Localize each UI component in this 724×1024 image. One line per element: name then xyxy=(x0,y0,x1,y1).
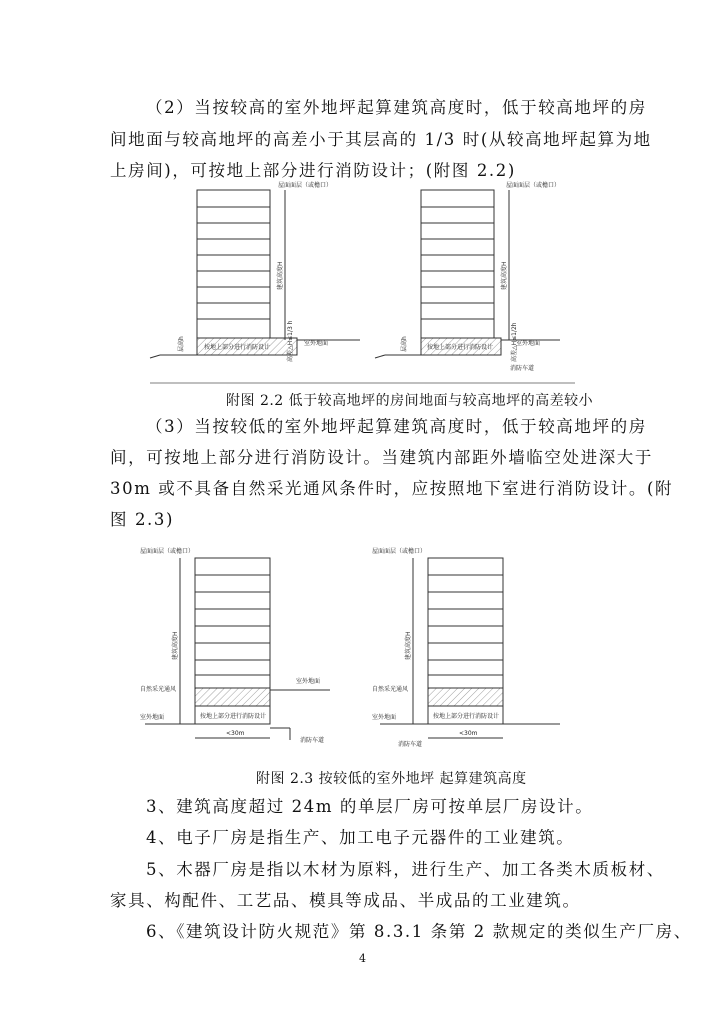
item-3: 3、建筑高度超过 24m 的单层厂房可按单层厂房设计。 xyxy=(146,797,594,816)
fig23-right-roof: 屋面面层（或檐口） xyxy=(372,548,427,555)
para3-line3: 30m 或不具备自然采光通风条件时，应按照地下室进行消防设计。(附 xyxy=(110,479,674,498)
fig23-left-ground-high: 室外地面 xyxy=(296,678,321,685)
para3-line2: 间，可按地上部分进行消防设计。当建筑内部距外墙临空处进深大于 xyxy=(110,448,653,467)
fig23-caption: 附图 2.3 按较低的室外地坪 起算建筑高度 xyxy=(256,771,527,787)
fig23-right-road: 消防车道 xyxy=(398,741,423,748)
fig23-left-height: 建筑高度H xyxy=(172,631,179,660)
fig23-left-depth: <30m xyxy=(226,730,245,737)
item-4: 4、电子厂房是指生产、加工电子元器件的工业建筑。 xyxy=(146,828,575,847)
fig22-caption: 附图 2.2 低于较高地坪的房间地面与较高地坪的高差较小 xyxy=(226,393,594,409)
fig23-right-vent: 自然采光通风 xyxy=(372,686,409,693)
fig22-right-ground: 室外地面 xyxy=(516,340,541,347)
fig22-right-story: 层高h xyxy=(401,336,408,352)
page-number: 4 xyxy=(359,952,366,965)
fig22-right-roof: 屋面面层（或檐口） xyxy=(506,182,561,189)
fig22-left-diff: 高差△H≤1/3 h xyxy=(287,320,294,362)
fig22-right-road: 消防车道 xyxy=(510,365,535,372)
fig23-left-ground-low: 室外地面 xyxy=(140,714,165,721)
para3-line4: 图 2.3) xyxy=(110,510,175,529)
fig23-left-band: 按地上部分进行消防设计 xyxy=(200,713,267,720)
fig23-right-ground-low: 室外地面 xyxy=(372,714,397,721)
fig22-right-height: 建筑高度H xyxy=(501,261,508,290)
para3-line1: （3）当按较低的室外地坪起算建筑高度时，低于较高地坪的房 xyxy=(146,417,647,436)
item-5-line1: 5、木器厂房是指以木材为原料，进行生产、加工各类木质板材、 xyxy=(146,860,665,879)
item-5-line2: 家具、构配件、工艺品、模具等成品、半成品的工业建筑。 xyxy=(110,891,581,910)
fig23-right-height: 建筑高度H xyxy=(405,631,412,660)
para2-line1: （2）当按较高的室外地坪起算建筑高度时，低于较高地坪的房 xyxy=(146,98,647,117)
para2-line2: 间地面与较高地坪的高差小于其层高的 1/3 时(从较高地坪起算为地 xyxy=(110,130,652,149)
fig22-right-diff: 高差△H≤1/2h xyxy=(511,322,518,362)
para2-line3: 上房间)，可按地上部分进行消防设计；(附图 2.2) xyxy=(110,161,516,180)
fig23-left-vent: 自然采光通风 xyxy=(140,686,177,693)
fig22-left-band: 按地上部分进行消防设计 xyxy=(204,344,271,351)
fig23-left-roof: 屋面面层（或檐口） xyxy=(140,548,195,555)
fig23-right-band: 按地上部分进行消防设计 xyxy=(433,713,500,720)
fig22-left-height: 建筑高度H xyxy=(277,261,284,290)
item-6: 6、《建筑设计防火规范》第 8.3.1 条第 2 款规定的类似生产厂房、 xyxy=(146,922,692,941)
fig23-left-road: 消防车道 xyxy=(300,737,325,744)
fig22-left-story: 层高h xyxy=(178,336,185,352)
fig23-right-depth: <30m xyxy=(459,730,478,737)
fig22-right-band: 按地上部分进行消防设计 xyxy=(427,344,494,351)
fig22-left-ground: 室外地面 xyxy=(304,340,329,347)
fig22-left-roof: 屋面面层（或檐口） xyxy=(278,182,333,189)
